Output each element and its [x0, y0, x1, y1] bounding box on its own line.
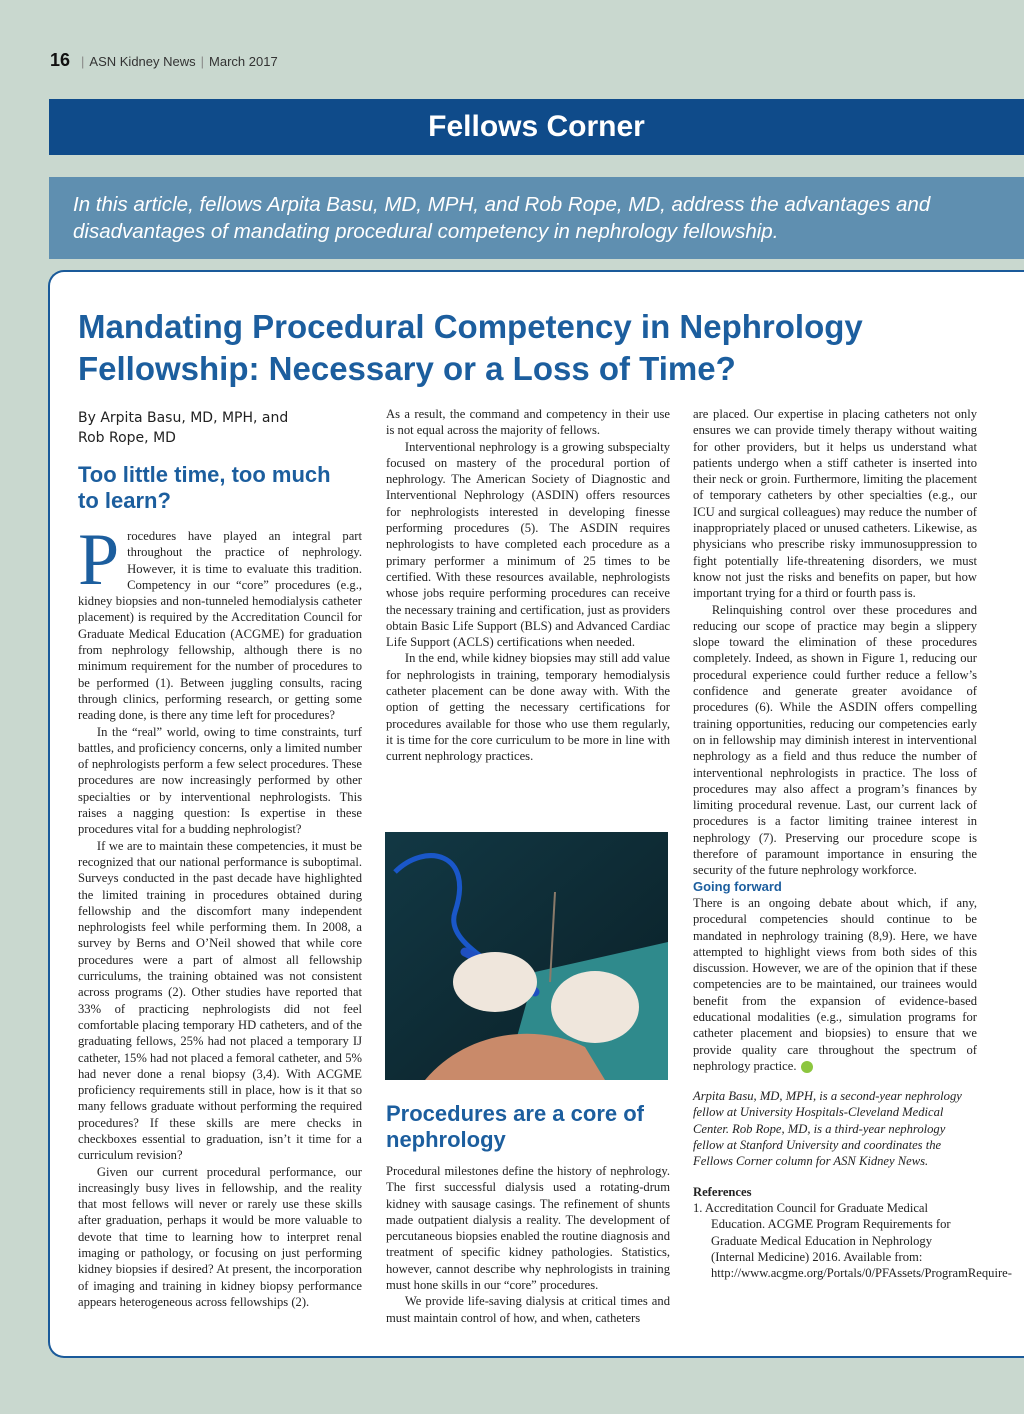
- column-2: [386, 406, 670, 765]
- byline-line-2: Rob Rope, MD: [78, 430, 176, 446]
- intro-text: In this article, fellows Arpita Basu, MD, MPH, and Rob Rope, MD, address the advantages and disadvantages of mandating procedural competency in nephrology fellowship.: [73, 193, 931, 243]
- paragraph-text: There is an ongoing debate about which, if any, procedural competencies should continue to be mandated in nephrology training (8,9). Here, we have attempted to highlight views from both sides of this discussion. However, we are of the opinion that if these competencies are to be maintained, our trainees would benefit from the expansion of evidence-based educational modalities (e.g., simulation programs for catheter placement and biopsies) to ensure that we provide quality care throughout the spectrum of nephrology practice.: [693, 895, 977, 1073]
- column-1: [78, 519, 362, 1310]
- article-title: [78, 306, 998, 390]
- column-3: [693, 406, 1012, 1281]
- section-title: Fellows Corner: [428, 110, 645, 143]
- procedure-illustration: [385, 832, 668, 1080]
- issue-date: March 2017: [209, 54, 278, 69]
- paragraph: Given our current procedural performance, our increasingly busy lives in fellowship, and the reality that most fellows will never or rarely use these skills after graduation, perhaps it would be more valuable to devote that time to learning how to interpret renal imaging or pathology, or focusing on just performing kidney biopsies if desired? At present, the incorporation of imaging and training in kidney biopsy performance appears heterogeneous across fellowships (2).: [78, 1164, 362, 1309]
- references-heading: References: [693, 1184, 752, 1199]
- paragraph: In the “real” world, owing to time constraints, turf battles, and proficiency concerns, only a limited number of nephrologists perform a few select procedures. These procedures are now increasingly performed by other specialties or by interventional nephrologists. This raises a nagging question: Is expertise in these procedures vital for a budding nephrologist?: [78, 724, 362, 837]
- title-line-1: Mandating Procedural Competency in Nephrology: [78, 308, 863, 345]
- section-heading-2: Procedures are a core of nephrology: [386, 1101, 645, 1152]
- reference-item: 1. Accreditation Council for Graduate Medical Education. ACGME Program Requirements for Graduate Medical Education in Nephrology (Internal Medicine) 2016. Available from: http://www.acgme.org/Portals/0/PFAssets/ProgramRequire-: [693, 1200, 1012, 1281]
- publication-name: ASN Kidney News: [89, 54, 196, 69]
- title-line-2: Fellowship: Necessary or a Loss of Time?: [78, 350, 736, 387]
- page-header: [50, 50, 278, 71]
- page-number: 16: [50, 50, 71, 70]
- section-heading-1: Too little time, too much to learn?: [78, 462, 331, 513]
- separator: |: [200, 54, 205, 69]
- paragraph: In the end, while kidney biopsies may still add value for nephrologists in training, temporary hemodialysis catheter placement can be done away with. With the option of getting the necessary certifications for procedures available for those who use them regularly, it is time for the core curriculum to be more in line with current nephrology practices.: [386, 651, 671, 764]
- drop-cap: P: [78, 519, 120, 601]
- section-heading-3: Going forward: [693, 878, 782, 894]
- paragraph: Relinquishing control over these procedures and reducing our scope of practice may begin a slippery slope toward the elimination of these procedures completely. Indeed, as shown in Figure 1, reducing our procedural experience could further reduce a fellow’s confidence and generate greater avoidance of procedures (6). While the ASDIN offers compelling training opportunities, reducing our competencies early on in fellowship may diminish interest in interventional nephrology as a field and thus reduce the number of interventional nephrologists in practice. The loss of procedures may also affect a program’s finances by limiting procedural revenue. Last, our current lack of procedures is a factor limiting trainee interest in nephrology (7). Preserving our procedure scope is therefore of paramount importance in ensuring the security of the future nephrology workforce.: [693, 602, 977, 878]
- paragraph: are placed. Our expertise in placing catheters not only ensures we can provide timely therapy without waiting for other providers, but it helps us understand what patients undergo when a stiff catheter is inserted into their neck or groin. Furthermore, limiting the placement of temporary catheters by other specialties (e.g., our ICU and surgical colleagues) may reduce the number of inappropriately placed or unused catheters. Likewise, as physicians who prescribe risky immunosuppression to fight potentially life-threatening disorders, we must know not just the risks and benefits on paper, but how important trying for a third or fourth pass is.: [693, 407, 977, 601]
- paragraph: If we are to maintain these competencies, it must be recognized that our national performance is suboptimal. Surveys conducted in the past decade have highlighted the limited training in procedures obtained during fellowship and the discomfort many independent nephrologists feel while performing them. In 2008, a survey by Berns and O’Neil showed that while core procedures were a part of almost all fellowship curriculums, the training obtained was not consistent across programs (2). Other studies have reported that 33% of practicing nephrologists did not feel comfortable placing temporary HD catheters, and of the graduating fellows, 25% had not placed a temporary IJ catheter, 15% had not placed a femoral catheter, and 5% had never done a renal biopsy (3,4). With ACGME proficiency requirements still in place, how is it that so many fellows graduate without performing the required procedures? If these skills are mere checks in checkboxes essential to graduation, isn’t it time for a curriculum revision?: [78, 838, 362, 1163]
- section-banner: [49, 99, 1024, 155]
- end-mark-icon: [801, 1061, 813, 1073]
- byline: [78, 408, 288, 448]
- paragraph: Interventional nephrology is a growing subspecialty focused on mastery of the procedural portion of nephrology. The American Society of Diagnostic and Interventional Nephrology (ASDIN) offers resources for nephrologists interested in developing finesse performing procedures (5). The ASDIN requires nephrologists to have completed each procedure as a primary performer a minimum of 25 times to be certified. With these resources available, nephrologists whose jobs require performing procedures can receive the necessary training and certification, just as providers obtain Basic Life Support (BLS) and Advanced Cardiac Life Support (ACLS) certifications when needed.: [386, 439, 670, 650]
- paragraph: As a result, the command and competency in their use is not equal across the majority of fellows.: [386, 407, 670, 438]
- byline-line-1: By Arpita Basu, MD, MPH, and: [78, 410, 289, 426]
- paragraph: [78, 519, 362, 724]
- paragraph: Procedural milestones define the history of nephrology. The first successful dialysis used a rotating-drum kidney with sausage casings. The refinement of shunts made outpatient dialysis a reality. The development of percutaneous biopsies enabled the routine diagnosis and treatment of specific kidney pathologies. Statistics, however, cannot describe why nephrologists in training must hone skills in our “core” procedures.: [386, 1164, 670, 1293]
- intro-band: [49, 177, 1024, 259]
- column-2-bottom: [386, 1163, 670, 1326]
- procedure-photo: [385, 832, 668, 1080]
- author-bio: Arpita Basu, MD, MPH, is a second-year nephrology fellow at University Hospitals-Cleveland Medical Center. Rob Rope, MD, is a third-year nephrology fellow at Stanford University and coordinates the Fellows Corner column for ASN Kidney News.: [693, 1089, 962, 1169]
- separator: |: [81, 54, 85, 69]
- paragraph-text: rocedures have played an integral part throughout the practice of nephrology. However, it is time to evaluate this tradition. Competency in our “core” procedures (e.g., kidney biopsies and non-tunneled hemodialysis catheter placement) is required by the Accreditation Council for Graduate Medical Education (ACGME) for graduation from nephrology fellowship, although there is no minimum requirement for the number of procedures to be performed (1). Between juggling consults, racing through clinics, performing research, or getting some reading done, is there any time left for procedures?: [78, 529, 362, 723]
- paragraph: [693, 895, 977, 1074]
- paragraph: We provide life-saving dialysis at critical times and must maintain control of how, and when, catheters: [386, 1294, 670, 1325]
